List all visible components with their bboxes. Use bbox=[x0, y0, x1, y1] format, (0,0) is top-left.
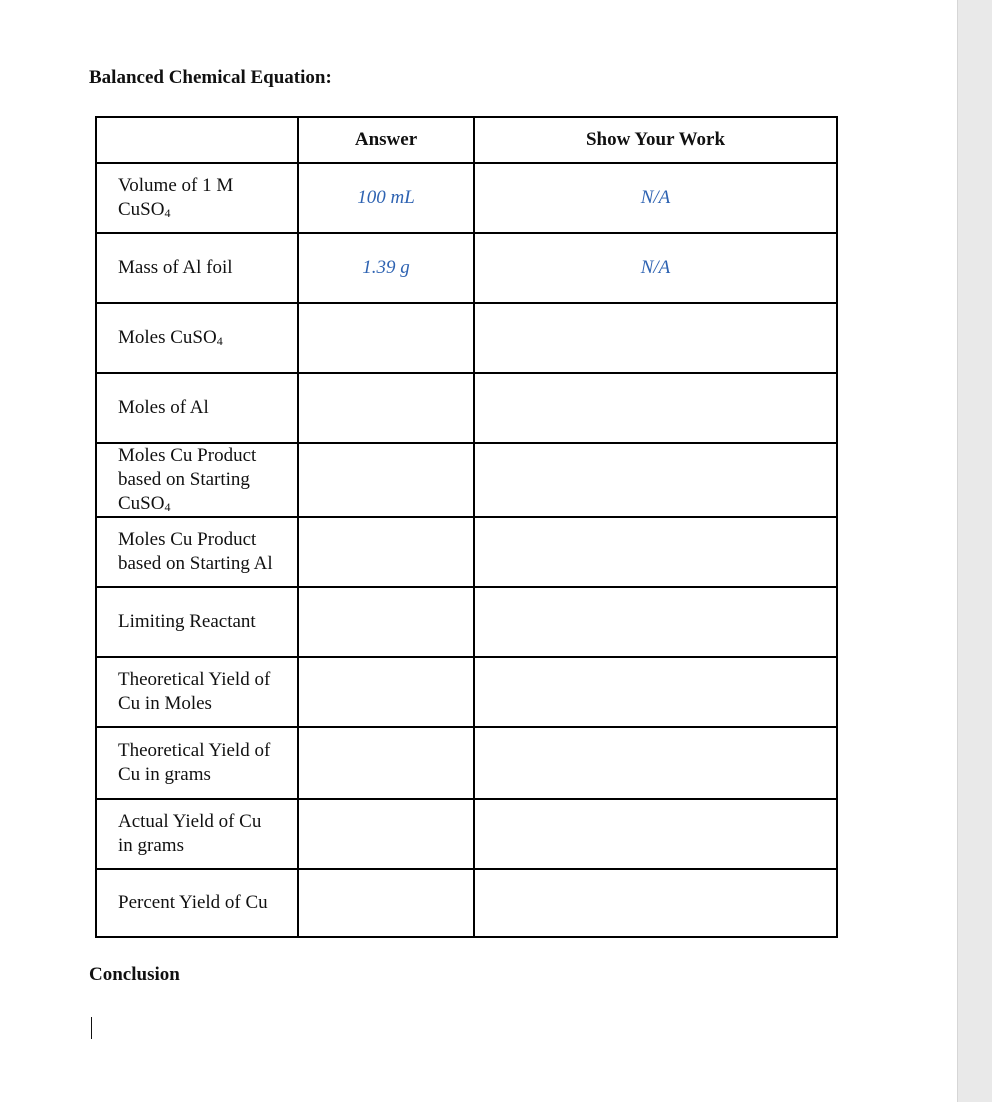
table-row bbox=[96, 233, 837, 303]
header-answer: Answer bbox=[298, 117, 474, 163]
row-label: Volume of 1 M CuSO$_4$ bbox=[96, 163, 298, 233]
table-row bbox=[96, 869, 837, 937]
row-label: Actual Yield of Cu in grams bbox=[96, 799, 298, 869]
row-label: Percent Yield of Cu bbox=[96, 869, 298, 937]
work-cell[interactable] bbox=[474, 657, 837, 727]
table-row bbox=[96, 443, 837, 517]
table-row bbox=[96, 657, 837, 727]
right-gutter bbox=[957, 0, 992, 1102]
table-header-row bbox=[96, 117, 837, 163]
answer-cell[interactable] bbox=[298, 657, 474, 727]
answer-cell[interactable] bbox=[298, 443, 474, 517]
answer-cell[interactable] bbox=[298, 799, 474, 869]
work-cell[interactable]: N/A bbox=[474, 233, 837, 303]
header-blank bbox=[96, 117, 298, 163]
table-row bbox=[96, 163, 837, 233]
answer-cell[interactable]: 1.39 g bbox=[298, 233, 474, 303]
work-cell[interactable] bbox=[474, 799, 837, 869]
work-cell[interactable] bbox=[474, 869, 837, 937]
table-row bbox=[96, 587, 837, 657]
answer-cell[interactable] bbox=[298, 587, 474, 657]
table-row bbox=[96, 799, 837, 869]
work-cell[interactable] bbox=[474, 303, 837, 373]
conclusion-heading: Conclusion bbox=[89, 964, 180, 985]
answer-cell[interactable] bbox=[298, 517, 474, 587]
row-label: Moles Cu Product based on Starting CuSO$_4$ bbox=[96, 443, 298, 517]
row-label: Limiting Reactant bbox=[96, 587, 298, 657]
answer-cell[interactable] bbox=[298, 727, 474, 799]
work-cell[interactable] bbox=[474, 373, 837, 443]
row-label: Mass of Al foil bbox=[96, 233, 298, 303]
answer-cell[interactable]: 100 mL bbox=[298, 163, 474, 233]
work-cell[interactable] bbox=[474, 727, 837, 799]
row-label: Theoretical Yield of Cu in Moles bbox=[96, 657, 298, 727]
row-label: Moles of Al bbox=[96, 373, 298, 443]
answer-cell[interactable] bbox=[298, 869, 474, 937]
header-show-work: Show Your Work bbox=[474, 117, 837, 163]
table-row bbox=[96, 727, 837, 799]
row-label: Moles CuSO$_4$ bbox=[96, 303, 298, 373]
work-cell[interactable]: N/A bbox=[474, 163, 837, 233]
row-label: Moles Cu Product based on Starting Al bbox=[96, 517, 298, 587]
text-cursor[interactable] bbox=[91, 1017, 92, 1039]
work-cell[interactable] bbox=[474, 587, 837, 657]
work-cell[interactable] bbox=[474, 443, 837, 517]
answer-cell[interactable] bbox=[298, 373, 474, 443]
answer-cell[interactable] bbox=[298, 303, 474, 373]
equation-heading: Balanced Chemical Equation: bbox=[89, 67, 332, 88]
table-row bbox=[96, 373, 837, 443]
table-row bbox=[96, 303, 837, 373]
work-cell[interactable] bbox=[474, 517, 837, 587]
table-row bbox=[96, 517, 837, 587]
data-table bbox=[95, 116, 838, 938]
row-label: Theoretical Yield of Cu in grams bbox=[96, 727, 298, 799]
